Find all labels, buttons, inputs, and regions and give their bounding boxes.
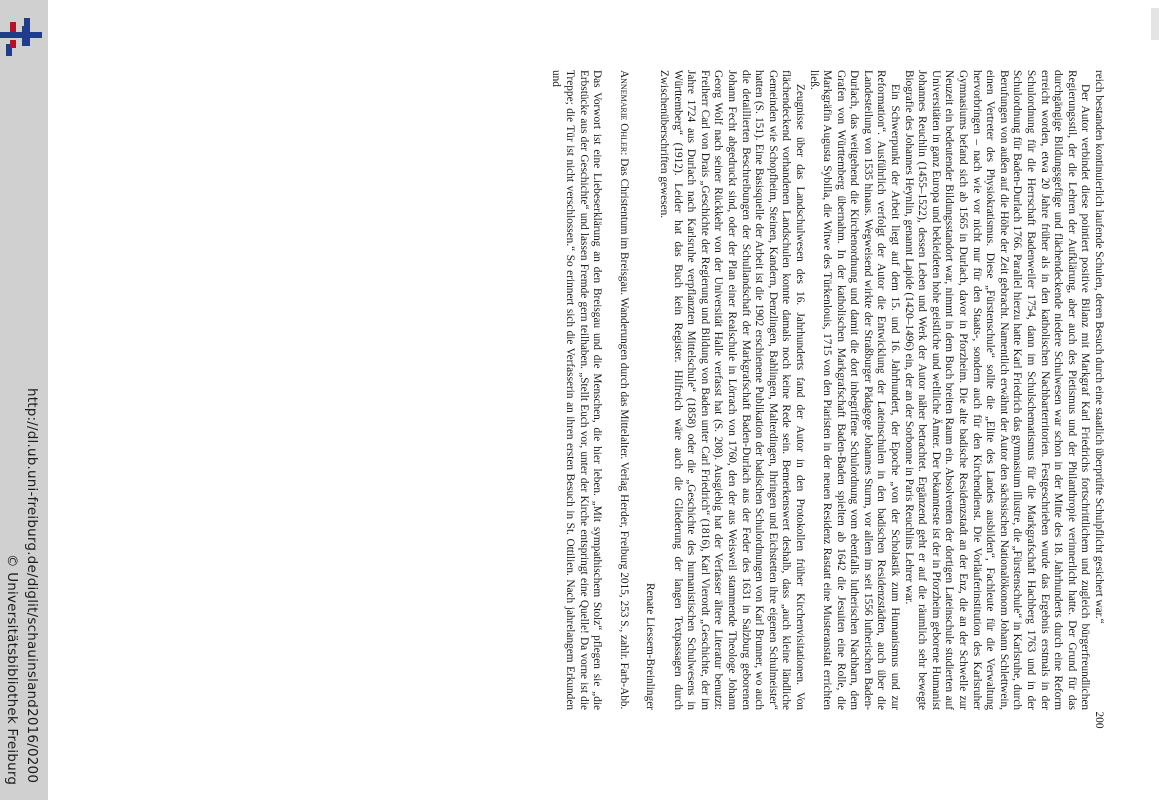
footer-copyright: © Universitätsbibliothek Freiburg (4, 554, 20, 786)
review2-heading (616, 70, 630, 710)
university-library-logo-icon (0, 0, 48, 58)
viewer-sidebar (0, 0, 48, 800)
page-number: 200 (1093, 711, 1105, 729)
page-edge-marker (1151, 8, 1159, 40)
review1-paragraph-2: Der Autor verbindet diese pointiert positive Bilanz mit Markgraf Karl Friedrichs fortschrittlichem und zugleich bürgerfreundlichen Regierungsstil, der die Lehren der Aufklärung, aber auch des Pietismus und der Philanthropie verinnerlicht hatte. Der Grund für das durchgängige Bildungsgefüge und flächendeckende niedere Schulwesen war schon in der Mitte des 18. Jahrhunderts durch eine Reform erreicht worden, etwa 20 Jahre früher als in den katholischen Nachbarterritorien. Festgeschrieben wurde das Ergebnis erstmals in der Schulordnung für die Herrschaft Badenweiler 1754, dann im Schulschematismus für die Markgrafschaft Hachberg 1763 und in der Schulordnung für Baden-Durlach 1766. Parallel hierzu hatte Karl Friedrich das gymnasium illustre, die „Fürstenschule“ in Karlsruhe, durch Berufungen von außen auf die Höhe der Zeit gebracht. Namentlich erwähnt der Autor den sächsischen Nationalökonom Johann Schlettwein, einen Vertreter des Physiokratismus. Diese „Fürstenschule“ sollte die „Elite des Landes ausbilden“, Fachleute für die Verwaltung hervorbringen – nach wie vor nicht nur für den Staats-, sondern auch für den Kirchendienst. Die Vorläuferinstitution des Karlsruher Gymnasiums befand sich ab 1565 in Durlach, davor in Pforzheim. Die alte badische Residenzstadt an der Enz, die an der Schwelle zur Neuzeit ein bedeutender Bildungsstandort war, nimmt in dem Buch breiten Raum ein. Absolventen der dortigen Lateinschule studierten auf Universitäten in ganz Europa und bekleideten hohe geistliche und weltliche Ämter. Der bekannteste ist der in Pforzheim geborene Humanist Johannes Reuchlin (1455–1522), dessen Leben und Werk der Autor näher betrachtet. Ergänzend geht er auf die räumlich sehr bewegte Biografie des Johannes Heynlin, genannt Lapide (1420–1496) ein, der an der Sorbonne in Paris Reuchlins Lehrer war. (902, 70, 1092, 710)
review2-citation: : Das Christentum im Breisgau. Wanderungen durch das Mittelalter. Verlag Herder, Freiburg 2015, 253 S., zahlr. Farb-Abb. (617, 152, 630, 710)
review1-paragraph-3: Ein Schwerpunkt der Arbeit liegt auf dem 15. und 16. Jahrhundert, der Epoche „von der Scholastik zum Humanismus und zur Reformation“. Ausführlich verfolgt der Autor die Entwicklung der Lateinschulen in den badischen Residenzstädten, auch über die Landesteilung von 1535 hinaus. Wegweisend wirkte der Straßburger Pädagoge Johannes Sturm, vor allem im seit 1556 lutherischen Baden-Durlach, das weitgehend die Kirchenordnung und damit die dort inbegriffene Schulordnung vom ebenfalls lutherischen Nachbarn, dem Grafen von Württemberg übernahm. In der katholischen Markgrafschaft Baden-Baden spielten ab 1642 die Jesuiten eine Rolle, die Markgräfin Augusta Sybilla, die Witwe des Türkenlouis, 1715 von den Piaristen in der neuen Residenz Rastatt eine Musteranstalt errichten ließ. (807, 70, 902, 710)
review1-signature: Renate Liessem-Breinlinger (644, 582, 657, 710)
review1-paragraph-4: Zeugnisse über das Landschulwesen des 16. Jahrhunderts fand der Autor in den Protokollen früher Kirchenvisitationen. Von flächendeckend vorhandenen Landschulen konnte damals noch keine Rede sein. Bemerkenswert deshalb, dass „auch kleine ländliche Gemeinden wie Schopfheim, Steinen, Kandern, Denzlingen, Bahlingen, Malterdingen, Ihringen und Eichstetten ihre eigenen Schulmeister“ hatten (S. 151). Eine Basisquelle der Arbeit ist die 1902 erschienene Publikation der badischen Schulordnungen von Karl Brunner, wo auch die detaillierten Beschreibungen der Schullandschaft der Markgrafschaft Baden-Durlach aus der Feder des 1631 in Salzburg geborenen Johann Fecht abgedruckt sind, oder der Plan einer Realschule in Lörrach von 1760, den der aus Weisweil stammende Theologe Johann Georg Wolf nach seiner Rückkehr von der Universität Halle verfasst hat (S. 208). Ausgiebig hat der Verfasser ältere Literatur benutzt: Freiherr Carl von Drais „Geschichte der Regierung und Bildung von Baden unter Carl Friedrich“ (1816), Karl Vierordt „Geschichte, der im Jahre 1724 aus Durlach nach Karlsruhe verpflanzten Mittelschule“ (1858) oder die „Geschichte des humanistischen Schulwesens in Württemberg“ (1912). Leider hat das Buch kein Register. Hilfreich wäre auch die Gliederung der langen Textpassagen durch Zwischenüberschriften gewesen. (658, 70, 806, 710)
review1-paragraph-1: reich bestanden kontinuierlich laufende Schulen, deren Besuch durch eine staatlich überprüfte Schulpflicht gesichert war.“ (1093, 70, 1105, 624)
footer-permalink[interactable]: http://dl.ub.uni-freiburg.de/diglit/schauinsland2016/0200 (24, 388, 40, 784)
page-text-block (135, 70, 1105, 729)
review2-author: Annemarie Ohler (617, 70, 630, 153)
scanned-page (50, 0, 1159, 800)
review2-paragraph-1: Das Vorwort ist eine Liebeserklärung an den Breisgau und die Menschen, die hier leben. „Mit sympathischem Stolz“ pflegen sie „die Erbstücke aus der Geschichte“ und lassen Fremde gern teilhaben. „Stellt Euch vor, unter der Kirche entspringt eine Quelle! Da vorne ist die Treppe; die Tür ist nicht verschlossen.“ So erinnert sich die Verfasserin an ihren ersten Besuch in St. Ottilien. Nach jahrelangem Erkunden und (550, 70, 604, 710)
